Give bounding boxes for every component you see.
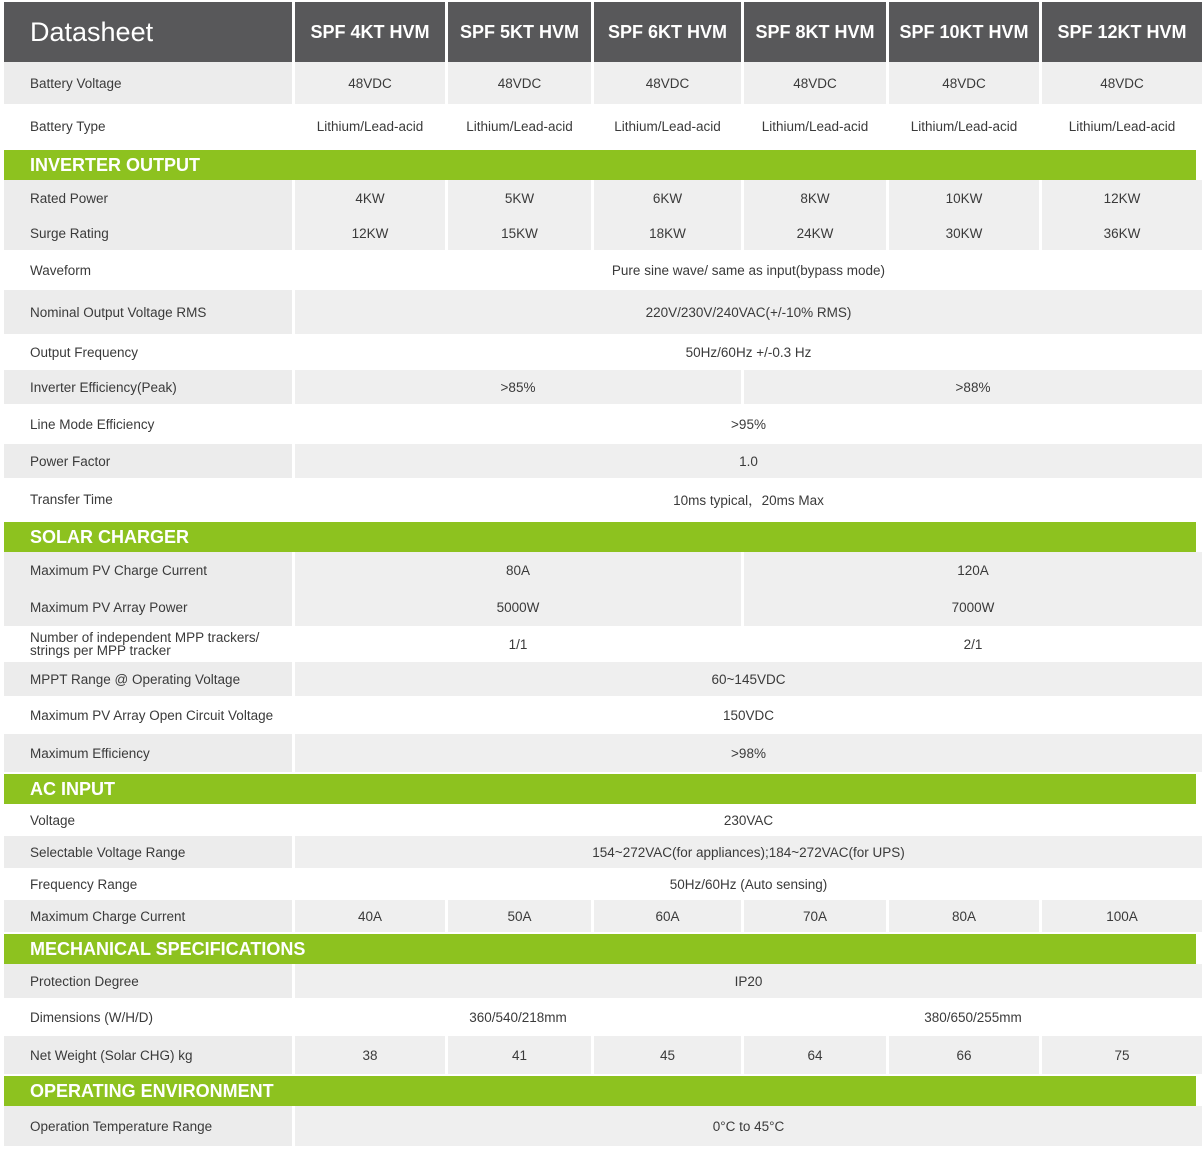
cell-value: 50Hz/60Hz +/-0.3 Hz — [685, 344, 812, 360]
cell-value: 48VDC — [889, 62, 1039, 104]
row-label: Voltage — [30, 812, 76, 828]
cell-value: >95% — [731, 416, 766, 432]
cell-value: 5KW — [448, 180, 591, 216]
cell-value: 360/540/218mm — [469, 1009, 567, 1025]
model-header: SPF 4KT HVM — [295, 2, 445, 62]
cell-value: 60~145VDC — [295, 662, 1202, 696]
row-label: Maximum PV Charge Current — [4, 552, 292, 588]
cell-value: Lithium/Lead-acid — [1068, 118, 1176, 134]
cell-value: 70A — [744, 900, 886, 932]
table-row — [4, 552, 1196, 588]
table-row — [4, 804, 1196, 836]
cell-value: 0°C to 45°C — [295, 1106, 1202, 1146]
table-row — [4, 836, 1196, 868]
cell-value: 4KW — [295, 180, 445, 216]
cell-value: 48VDC — [295, 62, 445, 104]
table-row — [4, 62, 1196, 104]
table-row — [4, 104, 1196, 148]
row-label: Rated Power — [4, 180, 292, 216]
table-row — [4, 370, 1196, 404]
table-row — [4, 900, 1196, 932]
cell-value: 50A — [448, 900, 591, 932]
row-label: Selectable Voltage Range — [4, 836, 292, 868]
row-label: Maximum PV Array Open Circuit Voltage — [30, 707, 274, 723]
table-row — [4, 250, 1196, 290]
table-row — [4, 404, 1196, 444]
table-row — [4, 998, 1196, 1036]
model-header: SPF 6KT HVM — [594, 2, 741, 62]
table-row — [4, 868, 1196, 900]
row-label: Power Factor — [4, 444, 292, 478]
cell-value: Lithium/Lead-acid — [316, 118, 424, 134]
cell-value: 220V/230V/240VAC(+/-10% RMS) — [295, 290, 1202, 334]
table-row — [4, 588, 1196, 626]
cell-value: IP20 — [295, 964, 1202, 998]
section-header-inverter-output: INVERTER OUTPUT — [4, 150, 1196, 180]
cell-value: 380/650/255mm — [924, 1009, 1022, 1025]
cell-value: 10ms typical，20ms Max — [673, 493, 824, 508]
row-label: Net Weight (Solar CHG) kg — [4, 1036, 292, 1074]
cell-value: 100A — [1042, 900, 1202, 932]
row-label: Frequency Range — [30, 876, 138, 892]
table-row — [4, 334, 1196, 370]
datasheet-title: Datasheet — [4, 2, 292, 62]
cell-value: >85% — [295, 370, 741, 404]
cell-value: 80A — [295, 552, 741, 588]
table-row — [4, 964, 1196, 998]
cell-value: Pure sine wave/ same as input(bypass mode) — [611, 262, 886, 278]
row-label: MPPT Range @ Operating Voltage — [4, 662, 292, 696]
cell-value: 15KW — [448, 216, 591, 250]
cell-value: 38 — [295, 1036, 445, 1074]
cell-value: 48VDC — [1042, 62, 1202, 104]
cell-value: 50Hz/60Hz (Auto sensing) — [669, 876, 828, 892]
cell-value: 30KW — [889, 216, 1039, 250]
row-label: Maximum Charge Current — [4, 900, 292, 932]
row-label: Battery Type — [30, 118, 106, 134]
model-header: SPF 8KT HVM — [744, 2, 886, 62]
section-header-solar-charger: SOLAR CHARGER — [4, 522, 1196, 552]
cell-value: 1.0 — [295, 444, 1202, 478]
cell-value: 60A — [594, 900, 741, 932]
cell-value: 12KW — [1042, 180, 1202, 216]
section-header-operating-environment: OPERATING ENVIRONMENT — [4, 1076, 1196, 1106]
cell-value: 24KW — [744, 216, 886, 250]
cell-value: 154~272VAC(for appliances);184~272VAC(for UPS) — [295, 836, 1202, 868]
row-label: Dimensions (W/H/D) — [30, 1009, 154, 1025]
model-header: SPF 12KT HVM — [1042, 2, 1202, 62]
row-label: Transfer Time — [30, 491, 113, 507]
row-label: Maximum PV Array Power — [4, 588, 292, 626]
cell-value: 64 — [744, 1036, 886, 1074]
model-header: SPF 10KT HVM — [889, 2, 1039, 62]
section-header-mechanical: MECHANICAL SPECIFICATIONS — [4, 934, 1196, 964]
cell-value: 2/1 — [963, 636, 983, 652]
cell-value: 66 — [889, 1036, 1039, 1074]
cell-value: 5000W — [295, 588, 741, 626]
datasheet-table — [4, 2, 1196, 1146]
section-header-ac-input: AC INPUT — [4, 774, 1196, 804]
row-label: Output Frequency — [30, 344, 139, 360]
row-label: Battery Voltage — [4, 62, 292, 104]
cell-value: 120A — [744, 552, 1202, 588]
cell-value: 48VDC — [744, 62, 886, 104]
table-row — [4, 1036, 1196, 1074]
row-label: Waveform — [30, 262, 92, 278]
cell-value: 48VDC — [594, 62, 741, 104]
table-row — [4, 478, 1196, 520]
table-header — [4, 2, 1196, 62]
cell-value: 230VAC — [723, 812, 774, 828]
table-row — [4, 290, 1196, 334]
cell-value: 75 — [1042, 1036, 1202, 1074]
cell-value: 48VDC — [448, 62, 591, 104]
row-label: Protection Degree — [4, 964, 292, 998]
cell-value: 6KW — [594, 180, 741, 216]
row-label: Line Mode Efficiency — [30, 416, 155, 432]
cell-value: 36KW — [1042, 216, 1202, 250]
cell-value: 40A — [295, 900, 445, 932]
cell-value: >98% — [295, 734, 1202, 772]
cell-value: 8KW — [744, 180, 886, 216]
table-row — [4, 1106, 1196, 1146]
table-row — [4, 180, 1196, 216]
row-label: Maximum Efficiency — [4, 734, 292, 772]
row-label: Number of independent MPP trackers/ strings per MPP tracker — [30, 630, 260, 658]
table-row — [4, 734, 1196, 772]
table-row — [4, 626, 1196, 662]
cell-value: Lithium/Lead-acid — [614, 118, 721, 134]
cell-value: Lithium/Lead-acid — [466, 118, 573, 134]
table-row — [4, 216, 1196, 250]
cell-value: 41 — [448, 1036, 591, 1074]
cell-value: 150VDC — [722, 707, 775, 723]
cell-value: 10KW — [889, 180, 1039, 216]
cell-value: 1/1 — [508, 636, 528, 652]
table-row — [4, 444, 1196, 478]
row-label: Operation Temperature Range — [4, 1106, 292, 1146]
cell-value: 7000W — [744, 588, 1202, 626]
cell-value: Lithium/Lead-acid — [910, 118, 1018, 134]
table-row — [4, 696, 1196, 734]
cell-value: 80A — [889, 900, 1039, 932]
cell-value: 45 — [594, 1036, 741, 1074]
row-label: Inverter Efficiency(Peak) — [4, 370, 292, 404]
table-row — [4, 662, 1196, 696]
cell-value: 18KW — [594, 216, 741, 250]
cell-value: 12KW — [295, 216, 445, 250]
row-label: Nominal Output Voltage RMS — [4, 290, 292, 334]
cell-value: >88% — [744, 370, 1202, 404]
model-header: SPF 5KT HVM — [448, 2, 591, 62]
row-label: Surge Rating — [4, 216, 292, 250]
cell-value: Lithium/Lead-acid — [761, 118, 869, 134]
